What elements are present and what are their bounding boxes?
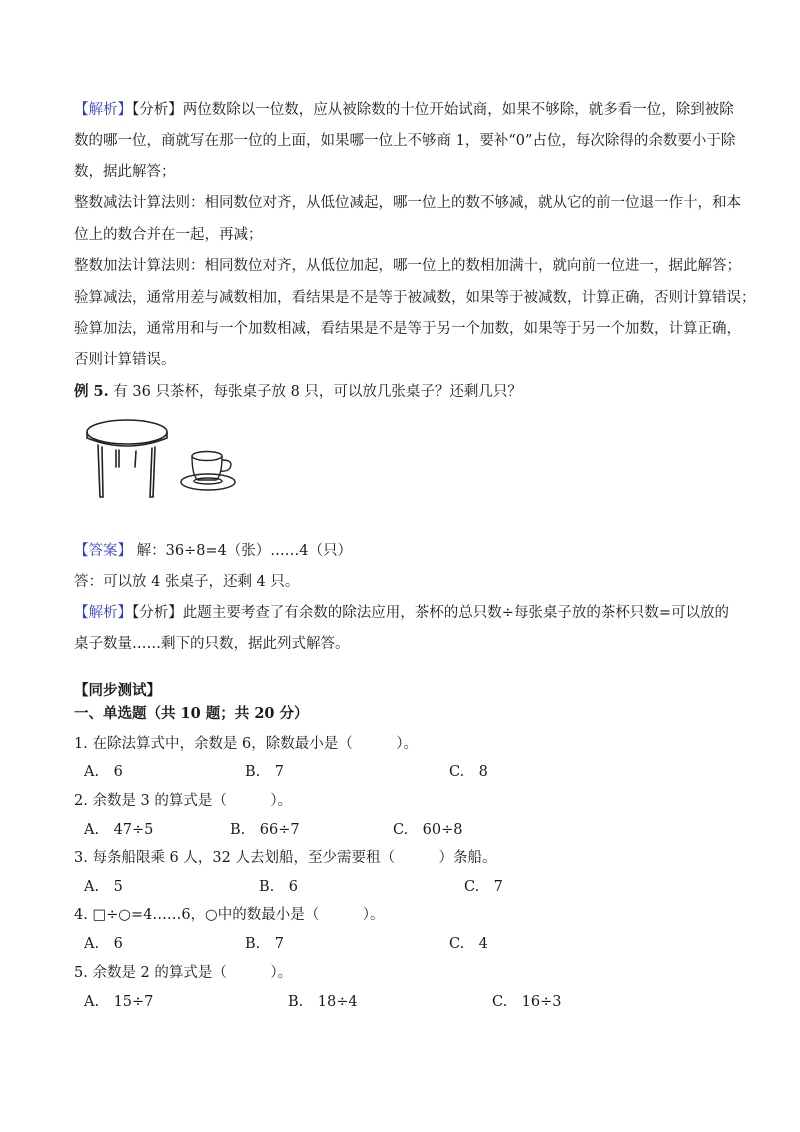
question-1: 1. 在除法算式中，余数是 6，除数最小是（ ）。 (74, 736, 419, 752)
analysis-line: 整数加法计算法则：相同数位对齐，从低位加起，哪一位上的数相加满十，就向前一位进一，据此解答； (74, 258, 741, 274)
question-3: 3. 每条船限乘 6 人，32 人去划船，至少需要租（ ）条船。 (74, 850, 497, 866)
teacup-icon (181, 452, 235, 491)
section-subheading: 一、单选题（共 10 题；共 20 分） (74, 705, 309, 722)
option-a[interactable]: A. 15÷7 (84, 994, 154, 1010)
option-b[interactable]: B. 6 (259, 879, 298, 895)
question-5: 5. 余数是 2 的算式是（ ）。 (74, 965, 293, 981)
option-b[interactable]: B. 66÷7 (230, 822, 300, 838)
option-c[interactable]: C. 4 (449, 936, 488, 952)
analysis-line: 数的哪一位，商就写在那一位的上面，如果哪一位上不够商 1，要补“0”占位，每次除得的余数要小于除 (74, 133, 736, 149)
answer-tag: 【答案】 (74, 543, 132, 559)
example-text: 有 36 只茶杯，每张桌子放 8 只，可以放几张桌子？还剩几只？ (113, 384, 522, 400)
analysis-line: 验算加法，通常用和与一个加数相减，看结果是不是等于另一个加数，如果等于另一个加数，计算正确， (74, 321, 741, 337)
answer-line: 【答案】 解：36÷8=4（张）……4（只） (74, 543, 353, 559)
option-c[interactable]: C. 60÷8 (393, 822, 463, 838)
analysis-line: 位上的数合并在一起，再减； (74, 227, 263, 243)
option-a[interactable]: A. 6 (84, 936, 123, 952)
analysis-line: 【解析】【分析】两位数除以一位数，应从被除数的十位开始试商，如果不够除，就多看一位，除到被除 (74, 102, 734, 118)
section-heading: 【同步测试】 (74, 682, 161, 699)
analysis-line: 【解析】【分析】此题主要考查了有余数的除法应用，茶杯的总只数÷每张桌子放的茶杯只数=可以放的 (74, 605, 730, 621)
option-b[interactable]: B. 18÷4 (288, 994, 358, 1010)
table-icon (87, 420, 167, 497)
question-4: 4. □÷○=4……6，○中的数最小是（ ）。 (74, 907, 385, 923)
option-a[interactable]: A. 5 (84, 879, 123, 895)
option-a[interactable]: A. 47÷5 (84, 822, 154, 838)
option-b[interactable]: B. 7 (245, 936, 284, 952)
example-label: 例 5. (74, 383, 109, 400)
analysis-tag: 【解析】 (74, 102, 132, 118)
option-c[interactable]: C. 8 (449, 764, 488, 780)
analysis-line: 否则计算错误。 (74, 352, 176, 368)
analysis-line: 验算减法，通常用差与减数相加，看结果是不是等于被减数，如果等于被减数，计算正确，否则计算错误； (74, 290, 756, 306)
option-c[interactable]: C. 16÷3 (492, 994, 562, 1010)
option-c[interactable]: C. 7 (464, 879, 503, 895)
example-5 (74, 382, 522, 402)
answer-conclusion: 答：可以放 4 张桌子，还剩 4 只。 (74, 574, 300, 590)
analysis-line: 桌子数量……剩下的只数，据此列式解答。 (74, 636, 350, 652)
question-2: 2. 余数是 3 的算式是（ ）。 (74, 793, 293, 809)
analysis-line: 数，据此解答； (74, 164, 176, 180)
option-b[interactable]: B. 7 (245, 764, 284, 780)
option-a[interactable]: A. 6 (84, 764, 123, 780)
table-and-cup-illustration (84, 412, 254, 512)
analysis-tag: 【解析】 (74, 605, 132, 621)
analysis-line: 整数减法计算法则：相同数位对齐，从低位减起，哪一位上的数不够减，就从它的前一位退一作十，和本 (74, 195, 741, 211)
